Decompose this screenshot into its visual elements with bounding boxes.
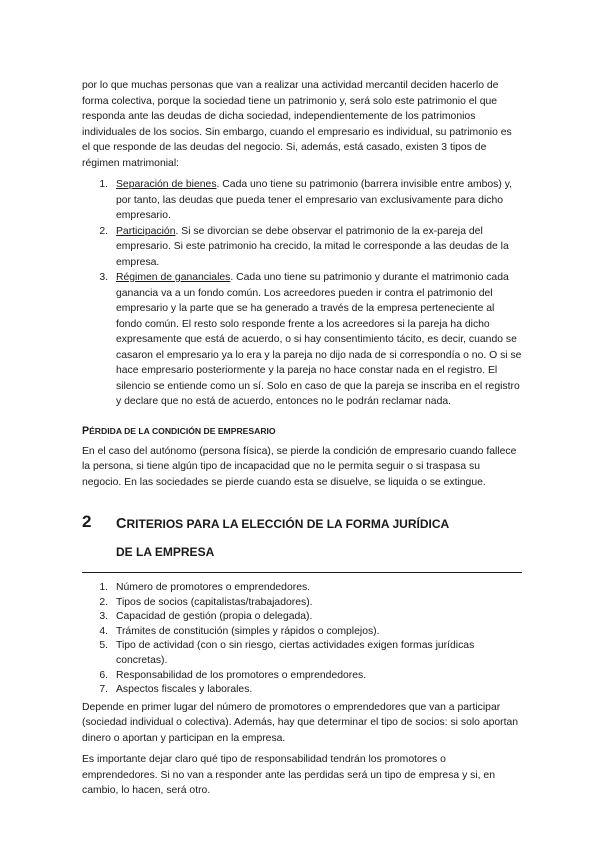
- regime-text: . Cada uno tiene su patrimonio y durante el matrimonio cada ganancia va a un fondo común. Los acreedores pueden ir contra el patrimonio del empresario y la parte que se ha generado a través de la empresa perteneciente al fondo común. El resto solo responde frente a los acreedores si la pareja ha dicho expresamente que está de acuerdo, o si hay consentimiento tácito, es decir, cuando se casaron el empresario ya lo era y la pareja no dijo nada de si correspondía o no. O si se hace empresario posteriormente y la pareja no hace constar nada en el registro. El silencio se entiende como un sí. Solo en caso de que la pareja se inscriba en el registro y declare que no está de acuerdo, entonces no le podrán reclamar nada.: [116, 272, 522, 407]
- intro-paragraph: por lo que muchas personas que van a realizar una actividad mercantil deciden hacerlo de forma colectiva, porque la sociedad tiene un patrimonio y, será solo este patrimonio el que responda ante las deudas de dicha sociedad, independientemente de los patrimonios individuales de los socios. Sin embargo, cuando el empresario es individual, su patrimonio es el que responde de las deudas del negocio. Si, además, está casado, existen 3 tipos de régimen matrimonial:: [82, 80, 512, 169]
- section-heading: [82, 510, 522, 573]
- criteria-list: [82, 581, 522, 698]
- list-number: 2.: [99, 225, 108, 237]
- list-item: [82, 683, 522, 698]
- list-item: [82, 270, 522, 410]
- list-number: 6.: [99, 669, 108, 681]
- criteria-text: Tipo de actividad (con o sin riesgo, ciertas actividades exigen formas jurídicas concretas).: [116, 640, 475, 666]
- regime-term: Participación: [116, 225, 176, 237]
- list-number: 2.: [99, 596, 108, 608]
- list-item: [82, 596, 522, 611]
- list-item: [82, 610, 522, 625]
- regime-term: Separación de bienes: [116, 179, 217, 190]
- regime-text: . Cada uno tiene su patrimonio (barrera invisible entre ambos) y, por tanto, las deudas que pueda tener el empresario van exclusivamente para dicho empresario.: [116, 179, 513, 221]
- list-number: 3.: [99, 611, 108, 623]
- page-content: [82, 78, 522, 805]
- list-item: [82, 669, 522, 684]
- criteria-text: Responsabilidad de los promotores o emprendedores.: [116, 669, 367, 681]
- list-number: 5.: [99, 640, 108, 652]
- criteria-text: Número de promotores o emprendedores.: [116, 582, 311, 593]
- loss-section-heading: PÉRDIDA DE LA CONDICIÓN DE EMPRESARIO: [82, 424, 276, 437]
- list-number: 7.: [99, 684, 108, 696]
- list-item: [82, 177, 522, 224]
- list-number: 1.: [99, 582, 108, 593]
- criteria-text: Aspectos fiscales y laborales.: [116, 684, 253, 696]
- list-number: 3.: [99, 272, 108, 283]
- list-item: [82, 581, 522, 596]
- list-number: 4.: [99, 625, 108, 637]
- criteria-text: Tipos de socios (capitalistas/trabajadores).: [116, 596, 313, 608]
- section-paragraph: Es importante dejar claro qué tipo de responsabilidad tendrán los promotores o emprendedores. Si no van a responder ante las perdidas será un tipo de empresa y si, en cambio, lo hacen, será otro.: [82, 754, 495, 797]
- loss-section-paragraph: En el caso del autónomo (persona física), se pierde la condición de empresario cuando fallece la persona, si tiene algún tipo de incapacidad que no le permita seguir o si traspasa su negocio. En las sociedades se pierde cuando esta se disuelve, se liquida o se extingue.: [82, 445, 517, 488]
- section-paragraph: Depende en primer lugar del número de promotores o emprendedores que van a participar (sociedad individual o colectiva). Además, hay que determinar el tipo de socios: si solo aportan dinero o aportan y participan en la empresa.: [82, 701, 519, 744]
- regime-list: [82, 177, 522, 410]
- regime-text: . Si se divorcian se debe observar el patrimonio de la ex-pareja del empresario. Si este patrimonio ha crecido, la mitad le corresponde a las deudas de la empresa.: [116, 225, 509, 268]
- list-item: [82, 639, 522, 668]
- list-item: [82, 625, 522, 640]
- section-title: CRITERIOS PARA LA ELECCIÓN DE LA FORMA JURÍDICA DE LA EMPRESA: [116, 516, 450, 559]
- regime-term: Régimen de gananciales: [116, 272, 231, 283]
- section-number: 2: [82, 512, 92, 531]
- criteria-text: Trámites de constitución (simples y rápidos o complejos).: [116, 625, 380, 637]
- list-item: [82, 224, 522, 271]
- criteria-text: Capacidad de gestión (propia o delegada).: [116, 611, 313, 623]
- list-number: 1.: [99, 179, 108, 190]
